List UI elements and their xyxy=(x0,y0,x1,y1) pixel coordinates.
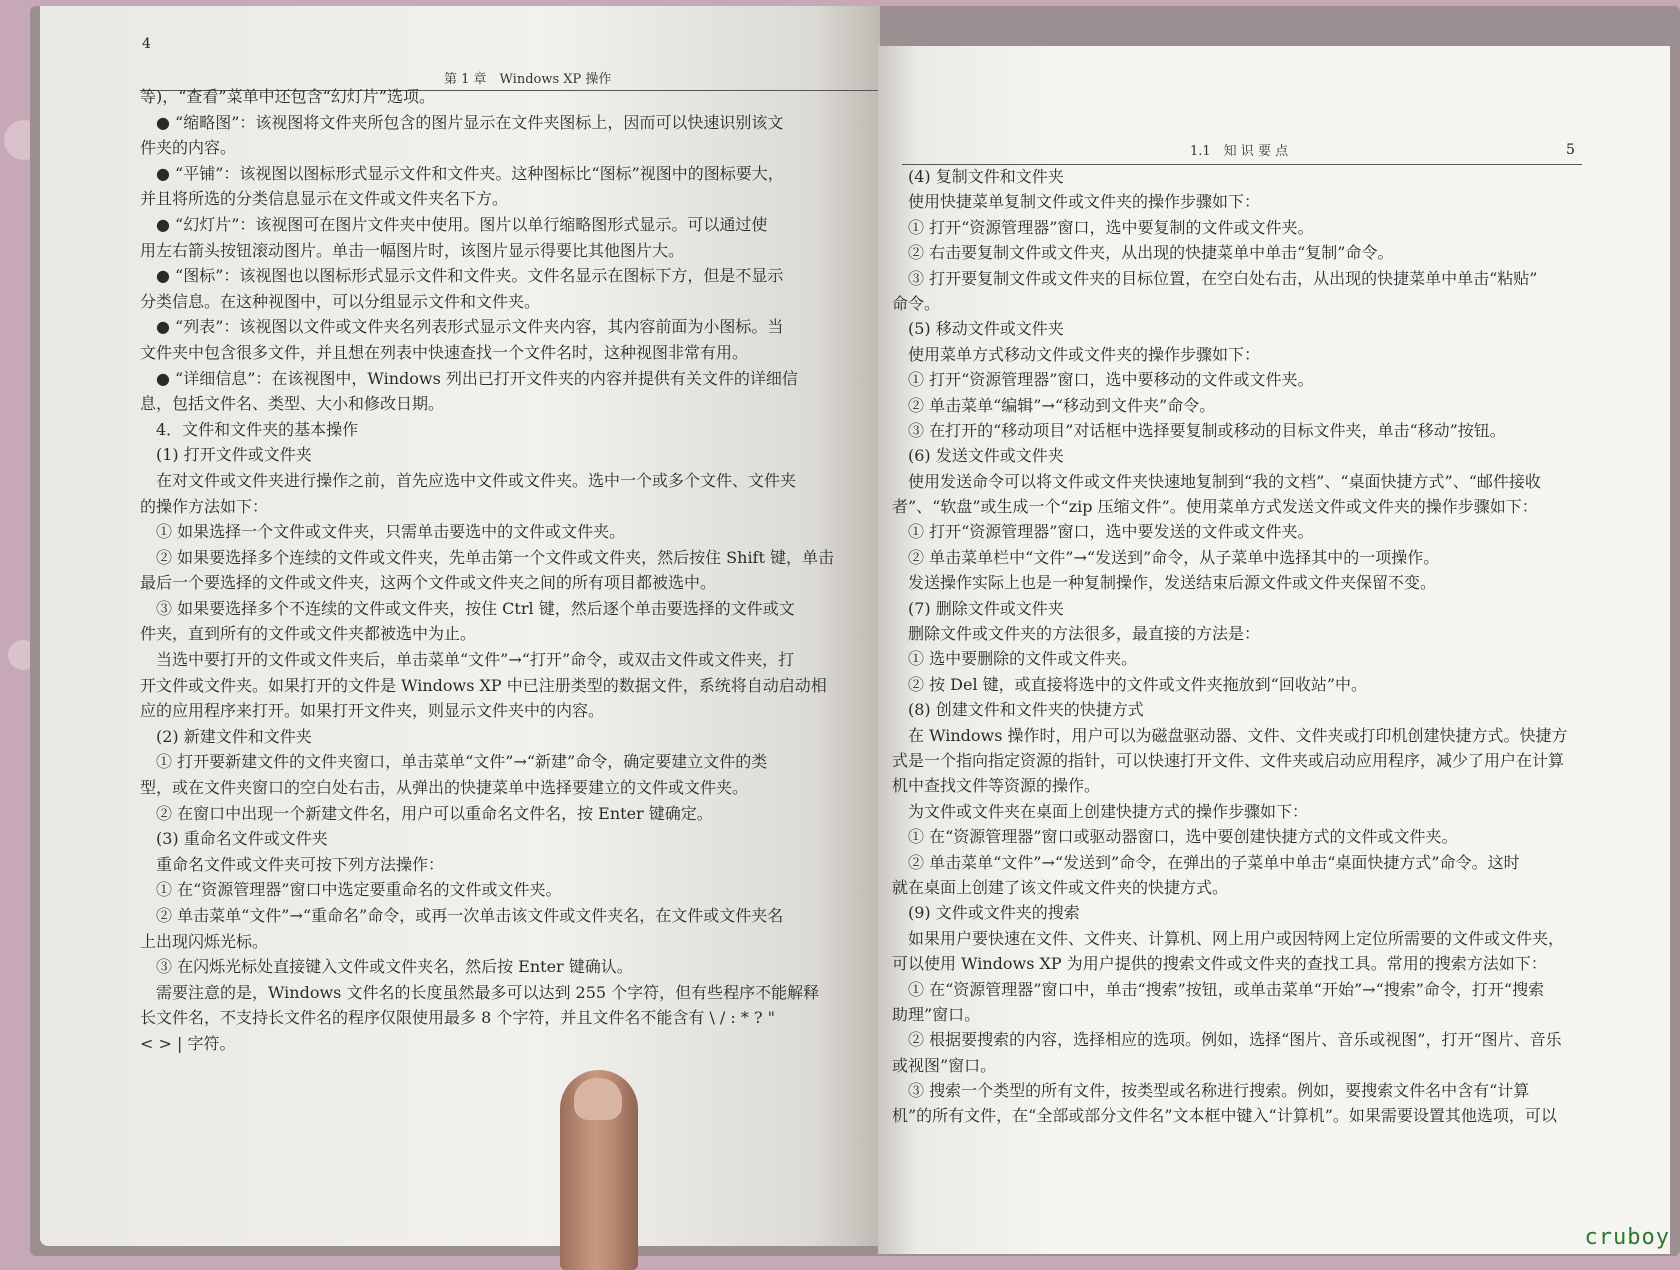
left-page-text-line: ③ 在闪烁光标处直接键入文件或文件夹名，然后按 Enter 键确认。 xyxy=(140,957,633,977)
left-page-text-line: ● “缩略图”：该视图将文件夹所包含的图片显示在文件夹图标上，因而可以快速识别该文 xyxy=(140,112,784,132)
right-page-text-line: 就在桌面上创建了该文件或文件夹的快捷方式。 xyxy=(892,877,1229,897)
left-page-text-line: 息，包括文件名、类型、大小和修改日期。 xyxy=(140,394,445,414)
right-page-text-line: ① 打开“资源管理器”窗口，选中要移动的文件或文件夹。 xyxy=(892,370,1314,390)
right-body-text xyxy=(892,164,1592,1129)
right-page-text-line: 可以使用 Windows XP 为用户提供的搜索文件或文件夹的查找工具。常用的搜索方法如下： xyxy=(892,954,1547,974)
left-body-text xyxy=(140,84,880,1057)
right-page-text-line: (4) 复制文件和文件夹 xyxy=(892,167,1064,186)
right-page-text-line: 使用菜单方式移动文件或文件夹的操作步骤如下： xyxy=(892,344,1261,364)
right-page-text-line: (6) 发送文件或文件夹 xyxy=(892,446,1064,466)
right-page-text-line: ① 选中要删除的文件或文件夹。 xyxy=(892,649,1138,669)
right-page-text-line: (7) 删除文件或文件夹 xyxy=(892,598,1064,618)
left-page-text-line: 文件夹中包含很多文件，并且想在列表中快速查找一个文件名时，这种视图非常有用。 xyxy=(140,342,749,362)
left-page-text-line: ② 在窗口中出现一个新建文件名，用户可以重命名文件名，按 Enter 键确定。 xyxy=(140,803,713,823)
right-page-text-line: 机中查找文件等资源的操作。 xyxy=(892,776,1101,796)
right-page-text-line: ② 单击菜单“编辑”→“移动到文件夹”命令。 xyxy=(892,395,1216,415)
right-page-text-line: ① 打开“资源管理器”窗口，选中要复制的文件或文件夹。 xyxy=(892,217,1314,237)
right-page-text-line: ① 打开“资源管理器”窗口，选中要发送的文件或文件夹。 xyxy=(892,522,1314,542)
left-page-text-line: 开文件或文件夹。如果打开的文件是 Windows XP 中已注册类型的数据文件，系统将自动启动相 xyxy=(140,675,827,695)
left-page-text-line: 的操作方法如下： xyxy=(140,496,269,516)
right-page-text-line: ① 在“资源管理器”窗口中，单击“搜索”按钮，或单击菜单“开始”→“搜索”命令，打开“搜索 xyxy=(892,979,1545,999)
left-page-text-line: 并且将所选的分类信息显示在文件或文件夹名下方。 xyxy=(140,189,509,209)
right-page-text-line: 使用发送命令可以将文件或文件夹快速地复制到“我的文档”、“桌面快捷方式”、“邮件接收 xyxy=(892,471,1541,491)
right-page-text-line: 如果用户要快速在文件、文件夹、计算机、网上用户或因特网上定位所需要的文件或文件夹， xyxy=(892,928,1565,948)
right-page-text-line: (9) 文件或文件夹的搜索 xyxy=(892,903,1080,923)
right-page-text-line: ② 单击菜单“文件”→“发送到”命令，在弹出的子菜单中单击“桌面快捷方式”命令。这时 xyxy=(892,852,1520,872)
right-page-text-line: ② 根据要搜索的内容，选择相应的选项。例如，选择“图片、音乐或视图”，打开“图片、音乐 xyxy=(892,1030,1562,1050)
left-page xyxy=(40,6,880,1246)
left-page-text-line: ● “图标”：该视图也以图标形式显示文件和文件夹。文件名显示在图标下方，但是不显示 xyxy=(140,266,784,286)
right-page-text-line: ③ 打开要复制文件或文件夹的目标位置，在空白处右击，从出现的快捷菜单中单击“粘贴” xyxy=(892,268,1538,288)
right-page-text-line: ③ 搜索一个类型的所有文件，按类型或名称进行搜索。例如，要搜索文件名中含有“计算 xyxy=(892,1081,1530,1101)
right-page-text-line: 命令。 xyxy=(892,293,941,313)
left-page-text-line: ② 如果要选择多个连续的文件或文件夹，先单击第一个文件或文件夹，然后按住 Shift 键，单击 xyxy=(140,547,834,567)
left-page-text-line: 长文件名，不支持长文件名的程序仅限使用最多 8 个字符，并且文件名不能含有 \ / : * ? " xyxy=(140,1008,775,1028)
right-page-text-line: 机”的所有文件，在“全部或部分文件名”文本框中键入“计算机”。如果需要设置其他选项，可以 xyxy=(892,1106,1557,1126)
left-page-text-line: < > | 字符。 xyxy=(140,1033,236,1053)
left-page-number: 4 xyxy=(142,36,151,52)
left-page-text-line: ● “详细信息”：在该视图中，Windows 列出已打开文件夹的内容并提供有关文件的详细信 xyxy=(140,368,798,388)
left-page-text-line: ② 单击菜单“文件”→“重命名”命令，或再一次单击该文件或文件夹名，在文件或文件夹名 xyxy=(140,906,784,925)
right-page-text-line: (8) 创建文件和文件夹的快捷方式 xyxy=(892,700,1144,720)
left-page-text-line: 最后一个要选择的文件或文件夹，这两个文件或文件夹之间的所有项目都被选中。 xyxy=(140,573,717,593)
left-page-text-line: (1) 打开文件或文件夹 xyxy=(140,445,312,465)
right-page-text-line: (5) 移动文件或文件夹 xyxy=(892,319,1064,339)
right-page-text-line: 者”、“软盘”或生成一个“zip 压缩文件”。使用菜单方式发送文件或文件夹的操作步骤如下： xyxy=(892,497,1538,517)
left-page-text-line: 重命名文件或文件夹可按下列方法操作： xyxy=(140,854,445,874)
right-running-head: 1.1 知 识 要 点 xyxy=(1190,144,1289,159)
right-page-text-line: 助理”窗口。 xyxy=(892,1004,981,1024)
right-page-text-line: 使用快捷菜单复制文件或文件夹的操作步骤如下： xyxy=(892,192,1261,212)
right-page-text-line: 在 Windows 操作时，用户可以为磁盘驱动器、文件、文件夹或打印机创建快捷方式。快捷方 xyxy=(892,725,1568,745)
left-page-text-line: 当选中要打开的文件或文件夹后，单击菜单“文件”→“打开”命令，或双击文件或文件夹，打 xyxy=(140,650,795,670)
left-page-text-line: (2) 新建文件和文件夹 xyxy=(140,726,312,746)
right-page-text-line: 发送操作实际上也是一种复制操作，发送结束后源文件或文件夹保留不变。 xyxy=(892,573,1437,593)
left-page-text-line: 用左右箭头按钮滚动图片。单击一幅图片时，该图片显示得要比其他图片大。 xyxy=(140,240,685,260)
thumbnail-nail xyxy=(574,1078,622,1120)
left-page-text-line: 4．文件和文件夹的基本操作 xyxy=(140,419,359,439)
right-page-text-line: 为文件或文件夹在桌面上创建快捷方式的操作步骤如下： xyxy=(892,801,1309,821)
left-page-text-line: ● “幻灯片”：该视图可在图片文件夹中使用。图片以单行缩略图形式显示。可以通过使 xyxy=(140,214,768,234)
left-page-text-line: (3) 重命名文件或文件夹 xyxy=(140,829,328,849)
left-page-text-line: 分类信息。在这种视图中，可以分组显示文件和文件夹。 xyxy=(140,291,541,311)
left-page-text-line: 在对文件或文件夹进行操作之前，首先应选中文件或文件夹。选中一个或多个文件、文件夹 xyxy=(140,470,797,490)
left-page-text-line: 等)，“查看”菜单中还包含“幻灯片”选项。 xyxy=(140,87,435,106)
right-page-text-line: ② 右击要复制文件或文件夹，从出现的快捷菜单中单击“复制”命令。 xyxy=(892,243,1394,263)
left-page-text-line: 型，或在文件夹窗口的空白处右击，从弹出的快捷菜单中选择要建立的文件或文件夹。 xyxy=(140,778,749,798)
left-page-text-line: 件夹的内容。 xyxy=(140,138,237,158)
right-page xyxy=(878,46,1670,1254)
right-page-text-line: ② 单击菜单栏中“文件”→“发送到”命令，从子菜单中选择其中的一项操作。 xyxy=(892,547,1440,567)
watermark-text: cruboy xyxy=(1584,1225,1670,1250)
left-page-text-line: ① 在“资源管理器”窗口中选定要重命名的文件或文件夹。 xyxy=(140,880,562,900)
left-page-text-line: ● “列表”：该视图以文件或文件夹名列表形式显示文件夹内容，其内容前面为小图标。当 xyxy=(140,317,784,337)
left-page-text-line: ① 如果选择一个文件或文件夹，只需单击要选中的文件或文件夹。 xyxy=(140,522,626,542)
left-page-text-line: 需要注意的是，Windows 文件名的长度虽然最多可以达到 255 个字符，但有些程序不能解释 xyxy=(140,982,820,1002)
left-page-text-line: ① 打开要新建文件的文件夹窗口，单击菜单“文件”→“新建”命令，确定要建立文件的类 xyxy=(140,752,768,772)
right-page-text-line: ① 在“资源管理器”窗口或驱动器窗口，选中要创建快捷方式的文件或文件夹。 xyxy=(892,827,1458,847)
left-page-text-line: 应的应用程序来打开。如果打开文件夹，则显示文件夹中的内容。 xyxy=(140,701,605,721)
left-page-text-line: ③ 如果要选择多个不连续的文件或文件夹，按住 Ctrl 键，然后逐个单击要选择的文件或文 xyxy=(140,598,795,618)
right-page-text-line: 式是一个指向指定资源的指针，可以快速打开文件、文件夹或启动应用程序，减少了用户在计算 xyxy=(892,750,1565,770)
left-page-text-line: 件夹，直到所有的文件或文件夹都被选中为止。 xyxy=(140,624,477,644)
left-page-text-line: 上出现闪烁光标。 xyxy=(140,931,269,951)
right-page-text-line: ② 按 Del 键，或直接将选中的文件或文件夹拖放到“回收站”中。 xyxy=(892,674,1368,694)
right-page-text-line: 或视图”窗口。 xyxy=(892,1055,997,1075)
left-page-text-line: ● “平铺”：该视图以图标形式显示文件和文件夹。这种图标比“图标”视图中的图标要大， xyxy=(140,163,784,183)
left-running-head: 第 1 章 Windows XP 操作 xyxy=(444,72,612,87)
right-page-text-line: ③ 在打开的“移动项目”对话框中选择要复制或移动的目标文件夹，单击“移动”按钮。 xyxy=(892,420,1506,440)
right-page-number: 5 xyxy=(1566,142,1575,158)
right-page-text-line: 删除文件或文件夹的方法很多，最直接的方法是： xyxy=(892,624,1261,644)
